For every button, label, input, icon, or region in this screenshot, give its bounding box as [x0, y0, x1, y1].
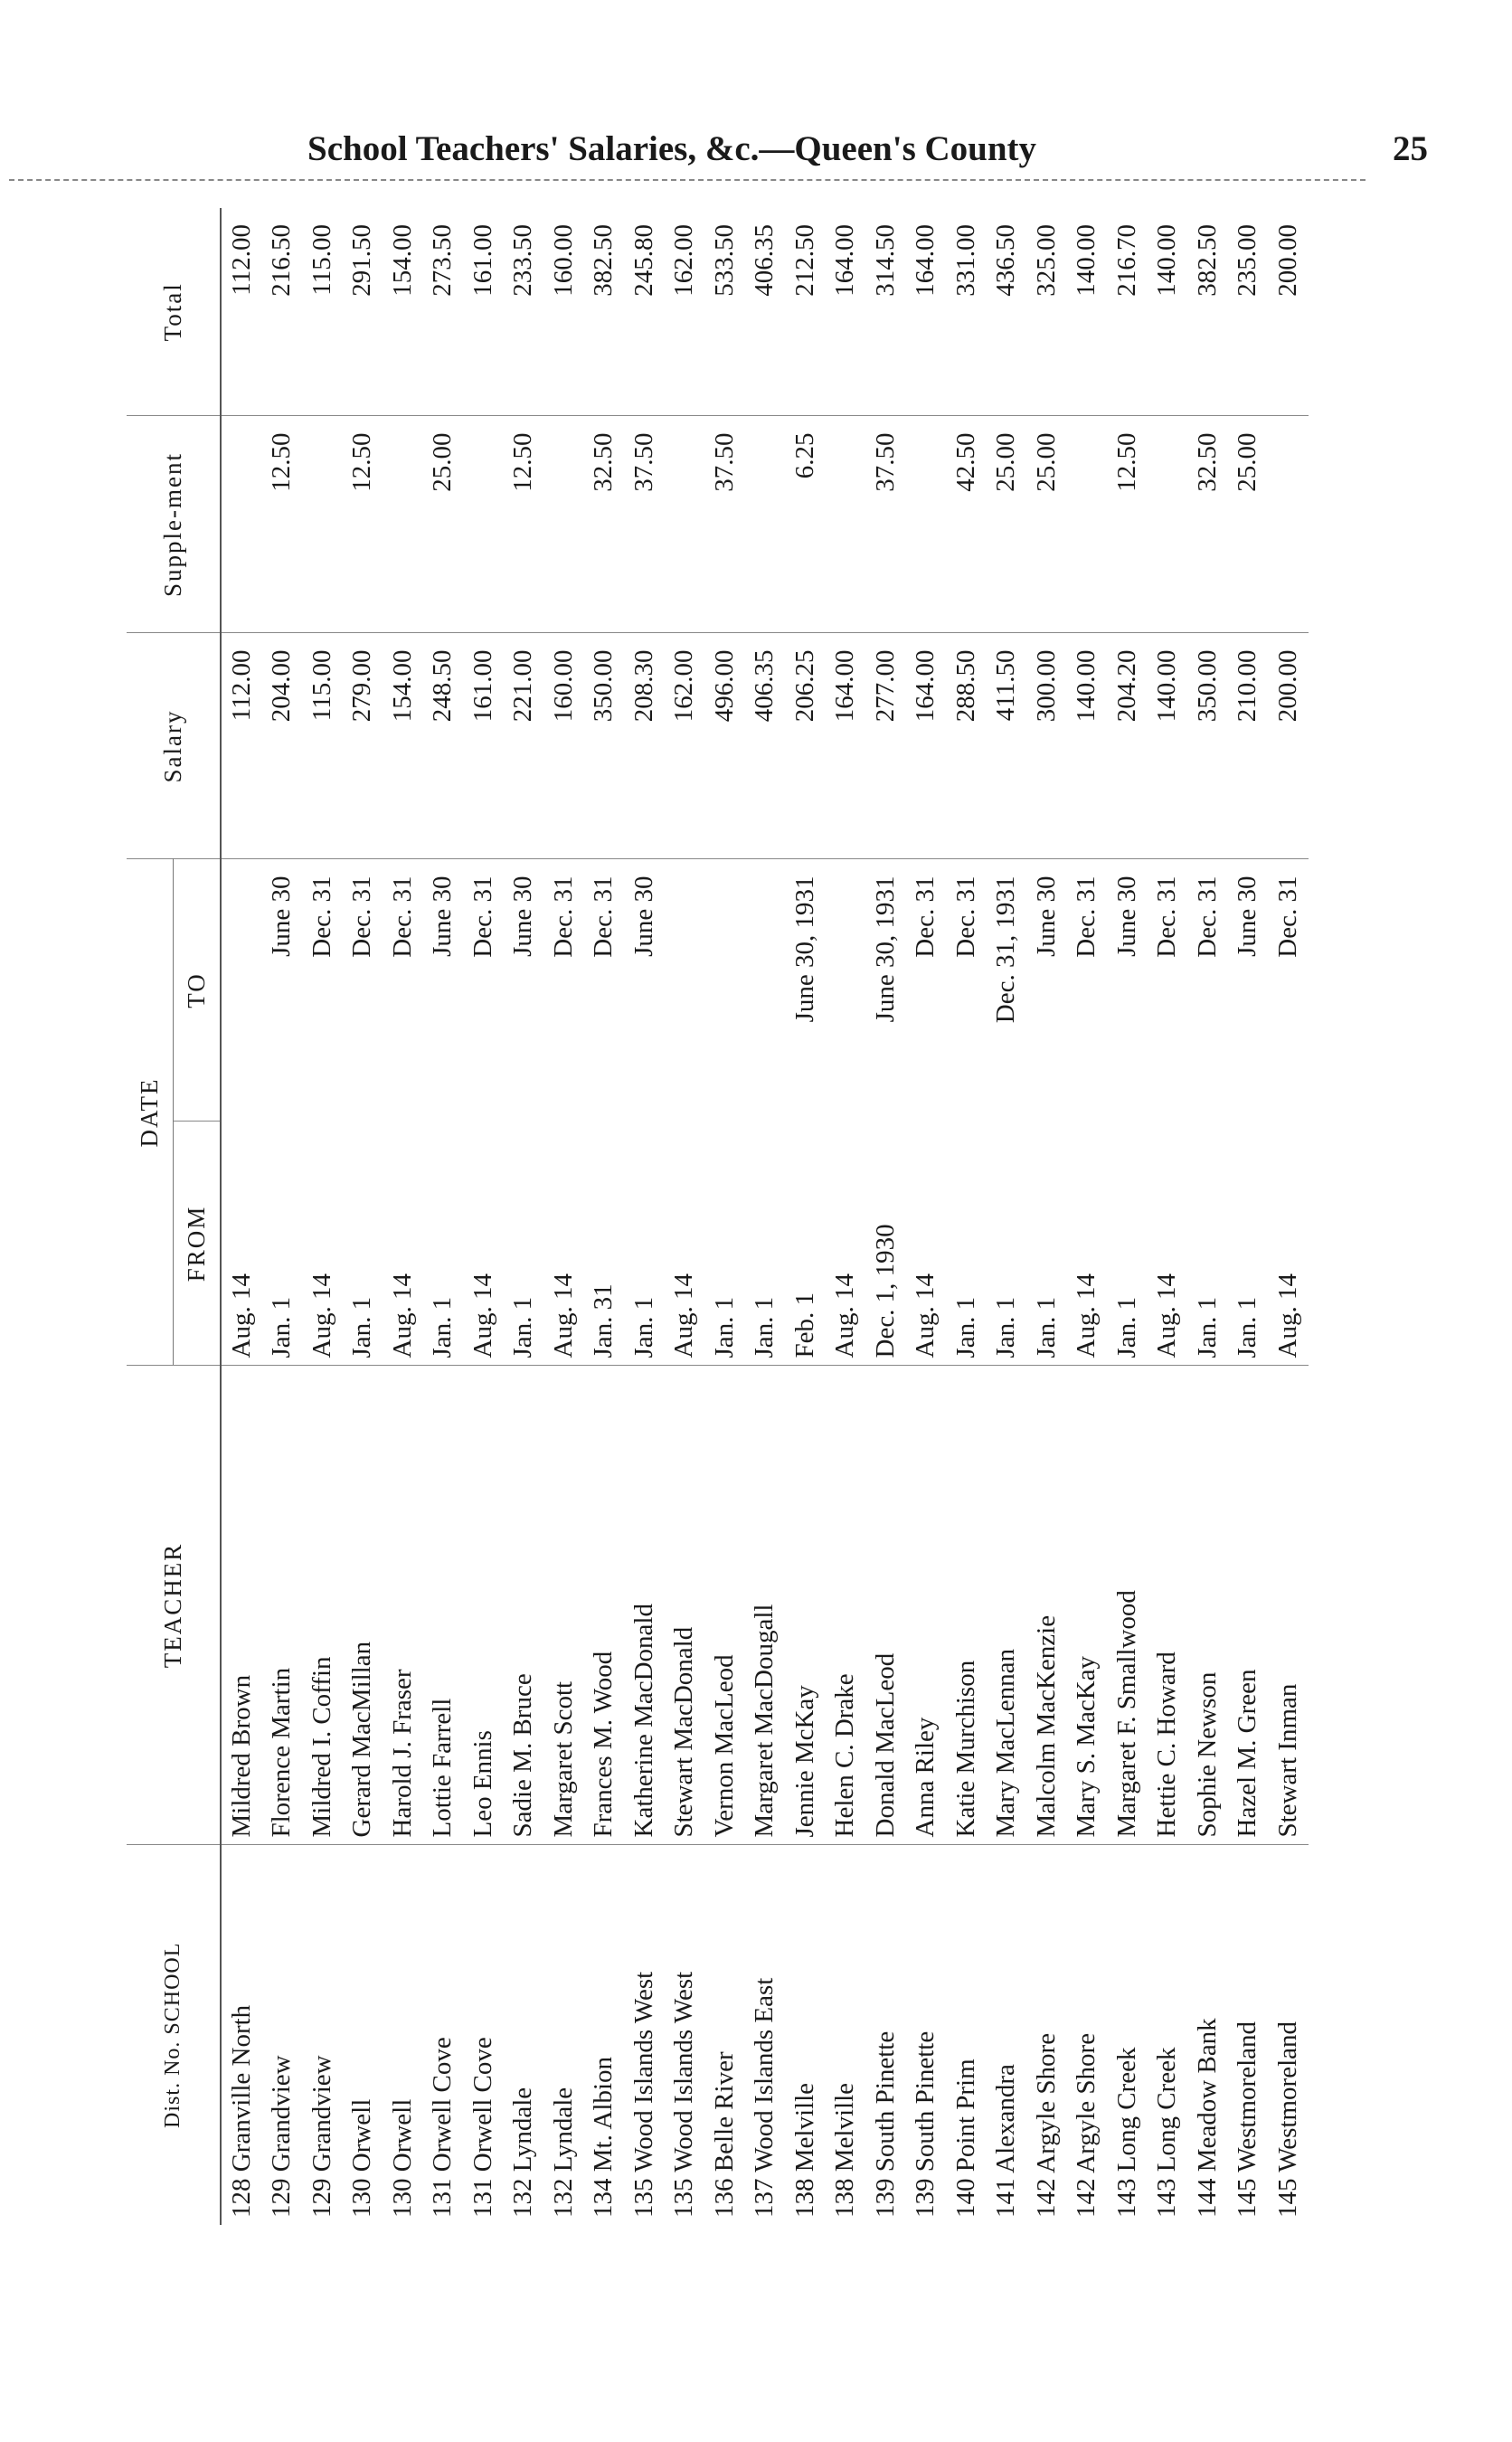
school-cell: 145 Westmoreland [1228, 1845, 1269, 2225]
salary-cell: 277.00 [865, 633, 906, 859]
from-date-cell: Jan. 1 [750, 1296, 780, 1358]
school-cell: 131 Orwell Cove [463, 1845, 504, 2225]
from-date-cell: Aug. 14 [1272, 1273, 1302, 1358]
table-row [745, 208, 786, 2225]
school-cell: 130 Orwell [383, 1845, 423, 2225]
school-cell: 141 Alexandra [987, 1845, 1027, 2225]
teacher-cell: Mildred Brown [221, 1366, 262, 1845]
total-cell: 382.50 [589, 224, 619, 297]
to-date-cell: Dec. 31 [1067, 859, 1108, 1122]
teacher-cell: Jennie McKay [785, 1366, 826, 1845]
page-number: 25 [1393, 129, 1428, 168]
from-date-cell: Aug. 14 [669, 1273, 699, 1358]
total-cell: 212.50 [789, 224, 819, 297]
from-date-cell: Jan. 1 [628, 1296, 658, 1358]
from-date-cell: Aug. 14 [911, 1273, 940, 1358]
to-date-cell: Dec. 31 [1187, 859, 1228, 1122]
salary-cell: 112.00 [221, 633, 262, 859]
total-cell: 216.50 [267, 224, 297, 297]
salary-cell: 206.25 [785, 633, 826, 859]
school-cell: 145 Westmoreland [1268, 1845, 1309, 2225]
supplement-cell: 12.50 [1107, 416, 1148, 633]
supplement-cell: 37.50 [704, 416, 745, 633]
to-date-cell: June 30 [624, 859, 665, 1122]
supplement-cell: 25.00 [1026, 416, 1067, 633]
total-cell: 160.00 [548, 224, 578, 297]
total-cell: 291.50 [347, 224, 377, 297]
table-row [343, 208, 383, 2225]
school-cell: 128 Granville North [221, 1845, 262, 2225]
salary-table-rotated [127, 208, 1465, 2225]
supplement-cell [1148, 416, 1188, 633]
table-row [302, 208, 343, 2225]
total-cell: 406.35 [750, 224, 780, 297]
teacher-cell: Mary MacLennan [987, 1366, 1027, 1845]
supplement-cell [1067, 416, 1108, 633]
supplement-cell [826, 416, 866, 633]
teacher-cell: Katherine MacDonald [624, 1366, 665, 1845]
to-date-cell [704, 859, 745, 1122]
school-cell: 130 Orwell [343, 1845, 383, 2225]
from-date-cell: Jan. 1 [347, 1296, 377, 1358]
to-date-cell: June 30, 1931 [785, 859, 826, 1122]
table-row [785, 208, 826, 2225]
from-date-cell: Feb. 1 [789, 1292, 819, 1358]
to-date-cell [745, 859, 786, 1122]
total-cell: 140.00 [1152, 224, 1182, 297]
header-rule [9, 179, 1366, 181]
from-date-cell: Aug. 14 [830, 1273, 860, 1358]
salary-cell: 140.00 [1148, 633, 1188, 859]
to-date-cell: Dec. 31 [946, 859, 987, 1122]
table-row [624, 208, 665, 2225]
table-row [1228, 208, 1269, 2225]
salary-cell: 406.35 [745, 633, 786, 859]
teacher-cell: Hettie C. Howard [1148, 1366, 1188, 1845]
to-column-header: TO [174, 859, 222, 1122]
salary-cell: 350.00 [584, 633, 625, 859]
table-row [826, 208, 866, 2225]
school-cell: 142 Argyle Shore [1067, 1845, 1108, 2225]
to-date-cell [221, 859, 262, 1122]
teacher-cell: Leo Ennis [463, 1366, 504, 1845]
salary-cell: 411.50 [987, 633, 1027, 859]
from-date-cell: Aug. 14 [307, 1273, 336, 1358]
teacher-cell: Margaret Scott [543, 1366, 584, 1845]
school-cell: 131 Orwell Cove [423, 1845, 464, 2225]
salary-cell: 204.00 [262, 633, 303, 859]
school-cell: 138 Melville [785, 1845, 826, 2225]
supplement-cell [745, 416, 786, 633]
supplement-cell [906, 416, 947, 633]
salary-cell: 162.00 [665, 633, 705, 859]
supplement-cell [383, 416, 423, 633]
to-date-cell: Dec. 31 [906, 859, 947, 1122]
school-cell: 129 Grandview [262, 1845, 303, 2225]
supplement-cell: 37.50 [624, 416, 665, 633]
total-cell: 162.00 [669, 224, 699, 297]
salary-cell: 300.00 [1026, 633, 1067, 859]
teacher-cell: Katie Murchison [946, 1366, 987, 1845]
to-date-cell: June 30 [423, 859, 464, 1122]
salary-cell: 161.00 [463, 633, 504, 859]
school-column-header: Dist. No. SCHOOL [127, 1845, 221, 2225]
from-date-cell: Jan. 1 [508, 1296, 538, 1358]
teacher-column-header: TEACHER [127, 1366, 221, 1845]
school-cell: 129 Grandview [302, 1845, 343, 2225]
table-row [543, 208, 584, 2225]
table-row [1187, 208, 1228, 2225]
table-row [423, 208, 464, 2225]
table-row [262, 208, 303, 2225]
to-date-cell: Dec. 31 [1148, 859, 1188, 1122]
to-date-cell: Dec. 31, 1931 [987, 859, 1027, 1122]
school-cell: 136 Belle River [704, 1845, 745, 2225]
supplement-cell [665, 416, 705, 633]
teacher-cell: Hazel M. Green [1228, 1366, 1269, 1845]
total-column-header: Total [127, 208, 221, 416]
total-cell: 273.50 [428, 224, 458, 297]
salary-cell: 140.00 [1067, 633, 1108, 859]
supplement-cell [302, 416, 343, 633]
to-date-cell: June 30 [262, 859, 303, 1122]
to-date-cell: June 30 [1026, 859, 1067, 1122]
table-row [987, 208, 1027, 2225]
salary-cell: 154.00 [383, 633, 423, 859]
from-date-cell: Jan. 1 [991, 1296, 1021, 1358]
supplement-cell [543, 416, 584, 633]
salary-column-header: Salary [127, 633, 221, 859]
from-date-cell: Aug. 14 [1072, 1273, 1101, 1358]
total-cell: 200.00 [1272, 224, 1302, 297]
teacher-cell: Frances M. Wood [584, 1366, 625, 1845]
salary-cell: 208.30 [624, 633, 665, 859]
supplement-cell: 6.25 [785, 416, 826, 633]
table-row [1107, 208, 1148, 2225]
from-date-cell: Aug. 14 [468, 1273, 497, 1358]
to-date-cell: June 30 [1107, 859, 1148, 1122]
table-row [383, 208, 423, 2225]
table-row [704, 208, 745, 2225]
total-cell: 216.70 [1111, 224, 1141, 297]
teacher-cell: Margaret F. Smallwood [1107, 1366, 1148, 1845]
school-cell: 139 South Pinette [865, 1845, 906, 2225]
from-date-cell: Jan. 1 [709, 1296, 739, 1358]
total-cell: 154.00 [387, 224, 417, 297]
teacher-cell: Stewart MacDonald [665, 1366, 705, 1845]
school-cell: 134 Mt. Albion [584, 1845, 625, 2225]
supplement-cell: 32.50 [1187, 416, 1228, 633]
table-body [221, 208, 1309, 2225]
school-cell: 142 Argyle Shore [1026, 1845, 1067, 2225]
teacher-cell: Mildred I. Coffin [302, 1366, 343, 1845]
total-cell: 115.00 [307, 224, 336, 296]
salary-cell: 221.00 [504, 633, 544, 859]
salary-cell: 164.00 [826, 633, 866, 859]
total-cell: 164.00 [911, 224, 940, 297]
total-cell: 235.00 [1233, 224, 1262, 297]
salary-cell: 288.50 [946, 633, 987, 859]
supplement-cell: 37.50 [865, 416, 906, 633]
total-cell: 382.50 [1192, 224, 1222, 297]
table-row [865, 208, 906, 2225]
total-cell: 233.50 [508, 224, 538, 297]
total-cell: 314.50 [870, 224, 900, 297]
teacher-cell: Mary S. MacKay [1067, 1366, 1108, 1845]
total-cell: 161.00 [468, 224, 497, 297]
school-cell: 144 Meadow Bank [1187, 1845, 1228, 2225]
to-date-cell: Dec. 31 [1268, 859, 1309, 1122]
school-cell: 143 Long Creek [1107, 1845, 1148, 2225]
school-cell: 132 Lyndale [543, 1845, 584, 2225]
teacher-cell: Margaret MacDougall [745, 1366, 786, 1845]
salary-cell: 350.00 [1187, 633, 1228, 859]
total-cell: 245.80 [628, 224, 658, 297]
school-cell: 137 Wood Islands East [745, 1845, 786, 2225]
table-row [906, 208, 947, 2225]
teacher-cell: Stewart Inman [1268, 1366, 1309, 1845]
to-date-cell [665, 859, 705, 1122]
from-date-cell: Jan. 1 [1031, 1296, 1061, 1358]
teacher-cell: Vernon MacLeod [704, 1366, 745, 1845]
table-row [1026, 208, 1067, 2225]
to-date-cell: Dec. 31 [343, 859, 383, 1122]
salary-cell: 200.00 [1268, 633, 1309, 859]
table-row [1268, 208, 1309, 2225]
supplement-cell: 25.00 [423, 416, 464, 633]
total-cell: 436.50 [991, 224, 1021, 297]
from-date-cell: Jan. 1 [1192, 1296, 1222, 1358]
from-column-header: FROM [174, 1122, 222, 1366]
total-cell: 164.00 [830, 224, 860, 297]
salary-cell: 496.00 [704, 633, 745, 859]
supplement-cell [1268, 416, 1309, 633]
school-cell: 143 Long Creek [1148, 1845, 1188, 2225]
from-date-cell: Aug. 14 [1152, 1273, 1182, 1358]
table-row [665, 208, 705, 2225]
to-date-cell: Dec. 31 [383, 859, 423, 1122]
from-date-cell: Jan. 1 [267, 1296, 297, 1358]
school-cell: 138 Melville [826, 1845, 866, 2225]
supplement-cell: 42.50 [946, 416, 987, 633]
supplement-cell: 32.50 [584, 416, 625, 633]
salary-cell: 204.20 [1107, 633, 1148, 859]
salary-cell: 248.50 [423, 633, 464, 859]
salary-cell: 160.00 [543, 633, 584, 859]
school-cell: 140 Point Prim [946, 1845, 987, 2225]
salary-cell: 164.00 [906, 633, 947, 859]
salary-table [127, 208, 1309, 2225]
from-date-cell: Jan. 31 [589, 1283, 619, 1358]
to-date-cell [826, 859, 866, 1122]
total-cell: 325.00 [1031, 224, 1061, 297]
supplement-column-header: Supple-ment [127, 416, 221, 633]
supplement-cell [221, 416, 262, 633]
to-date-cell: Dec. 31 [463, 859, 504, 1122]
teacher-cell: Gerard MacMillan [343, 1366, 383, 1845]
teacher-cell: Malcolm MacKenzie [1026, 1366, 1067, 1845]
to-date-cell: Dec. 31 [543, 859, 584, 1122]
total-cell: 533.50 [709, 224, 739, 297]
teacher-cell: Anna Riley [906, 1366, 947, 1845]
total-cell: 331.00 [950, 224, 980, 297]
school-cell: 132 Lyndale [504, 1845, 544, 2225]
teacher-cell: Florence Martin [262, 1366, 303, 1845]
supplement-cell: 12.50 [262, 416, 303, 633]
table-row [1148, 208, 1188, 2225]
teacher-cell: Sophie Newson [1187, 1366, 1228, 1845]
from-date-cell: Aug. 14 [548, 1273, 578, 1358]
from-date-cell: Jan. 1 [428, 1296, 458, 1358]
school-cell: 135 Wood Islands West [665, 1845, 705, 2225]
total-cell: 112.00 [226, 224, 256, 296]
to-date-cell: Dec. 31 [584, 859, 625, 1122]
salary-cell: 115.00 [302, 633, 343, 859]
total-cell: 140.00 [1072, 224, 1101, 297]
teacher-cell: Helen C. Drake [826, 1366, 866, 1845]
table-row [1067, 208, 1108, 2225]
from-date-cell: Aug. 14 [387, 1273, 417, 1358]
table-row [946, 208, 987, 2225]
supplement-cell: 25.00 [1228, 416, 1269, 633]
teacher-cell: Donald MacLeod [865, 1366, 906, 1845]
salary-cell: 279.00 [343, 633, 383, 859]
table-row [463, 208, 504, 2225]
from-date-cell: Aug. 14 [226, 1273, 256, 1358]
page-title: School Teachers' Salaries, &c.—Queen's County [307, 129, 1037, 168]
supplement-cell: 12.50 [343, 416, 383, 633]
to-date-cell: June 30 [504, 859, 544, 1122]
table-row [584, 208, 625, 2225]
school-cell: 135 Wood Islands West [624, 1845, 665, 2225]
from-date-cell: Jan. 1 [1111, 1296, 1141, 1358]
from-date-cell: Jan. 1 [1233, 1296, 1262, 1358]
salary-cell: 210.00 [1228, 633, 1269, 859]
table-row [221, 208, 262, 2225]
from-date-cell: Jan. 1 [950, 1296, 980, 1358]
from-date-cell: Dec. 1, 1930 [870, 1224, 900, 1358]
supplement-cell: 12.50 [504, 416, 544, 633]
teacher-cell: Lottie Farrell [423, 1366, 464, 1845]
supplement-cell: 25.00 [987, 416, 1027, 633]
teacher-cell: Harold J. Fraser [383, 1366, 423, 1845]
to-date-cell: June 30, 1931 [865, 859, 906, 1122]
table-row [504, 208, 544, 2225]
to-date-cell: Dec. 31 [302, 859, 343, 1122]
date-column-header: DATE [127, 859, 174, 1366]
supplement-cell [463, 416, 504, 633]
school-cell: 139 South Pinette [906, 1845, 947, 2225]
teacher-cell: Sadie M. Bruce [504, 1366, 544, 1845]
to-date-cell: June 30 [1228, 859, 1269, 1122]
